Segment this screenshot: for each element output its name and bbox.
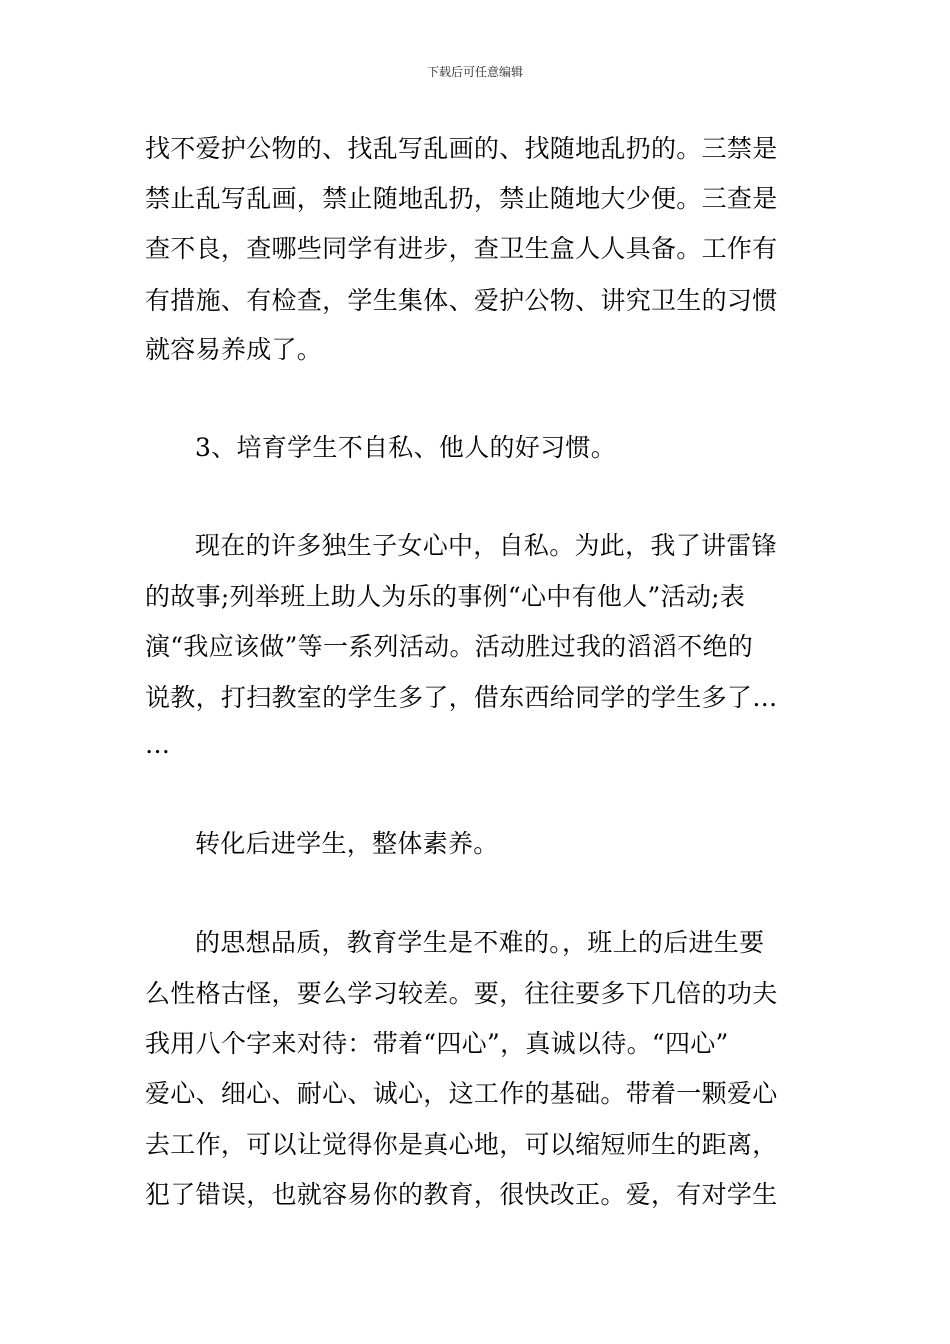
- paragraph-line: 的思想品质，教育学生是不难的。，班上的后进生要: [195, 928, 765, 957]
- paragraph-line: 找不爱护公物的、找乱写乱画的、找随地乱扔的。三禁是: [145, 134, 778, 163]
- paragraph-line: 犯了错误，也就容易你的教育，很快改正。爱，有对学生: [145, 1180, 778, 1209]
- paragraph-line: 演“我应该做”等一系列活动。活动胜过我的滔滔不绝的: [145, 632, 754, 661]
- paragraph-line: …: [145, 730, 171, 759]
- paragraph-line: 查不良，查哪些同学有进步，查卫生盒人人具备。工作有: [145, 234, 778, 263]
- paragraph-line: 去工作，可以让觉得你是真心地，可以缩短师生的距离，: [145, 1130, 778, 1159]
- paragraph-line: 么性格古怪，要么学习较差。要，往往要多下几倍的功夫: [145, 979, 778, 1008]
- section-heading: 3、培育学生不自私、他人的好习惯。: [195, 433, 617, 462]
- paragraph-line: 我用八个字来对待：带着“四心”，真诚以待。“四心”: [145, 1029, 729, 1058]
- paragraph-line: 爱心、细心、耐心、诚心，这工作的基础。带着一颗爱心: [145, 1079, 778, 1108]
- page-header: 下载后可任意编辑: [426, 65, 523, 79]
- section-heading: 转化后进学生，整体素养。: [195, 829, 499, 858]
- paragraph-line: 的故事;列举班上助人为乐的事例“心中有他人”活动;表: [145, 582, 746, 611]
- paragraph-line: 有措施、有检查，学生集体、爱护公物、讲究卫生的习惯: [145, 286, 778, 315]
- paragraph-line: 说教，打扫教室的学生多了，借东西给同学的学生多了…: [145, 683, 778, 712]
- paragraph-line: 现在的许多独生子女心中，自私。为此，我了讲雷锋: [195, 531, 777, 560]
- paragraph-line: 就容易养成了。: [145, 335, 323, 364]
- paragraph-line: 禁止乱写乱画，禁止随地乱扔，禁止随地大少便。三查是: [145, 184, 778, 213]
